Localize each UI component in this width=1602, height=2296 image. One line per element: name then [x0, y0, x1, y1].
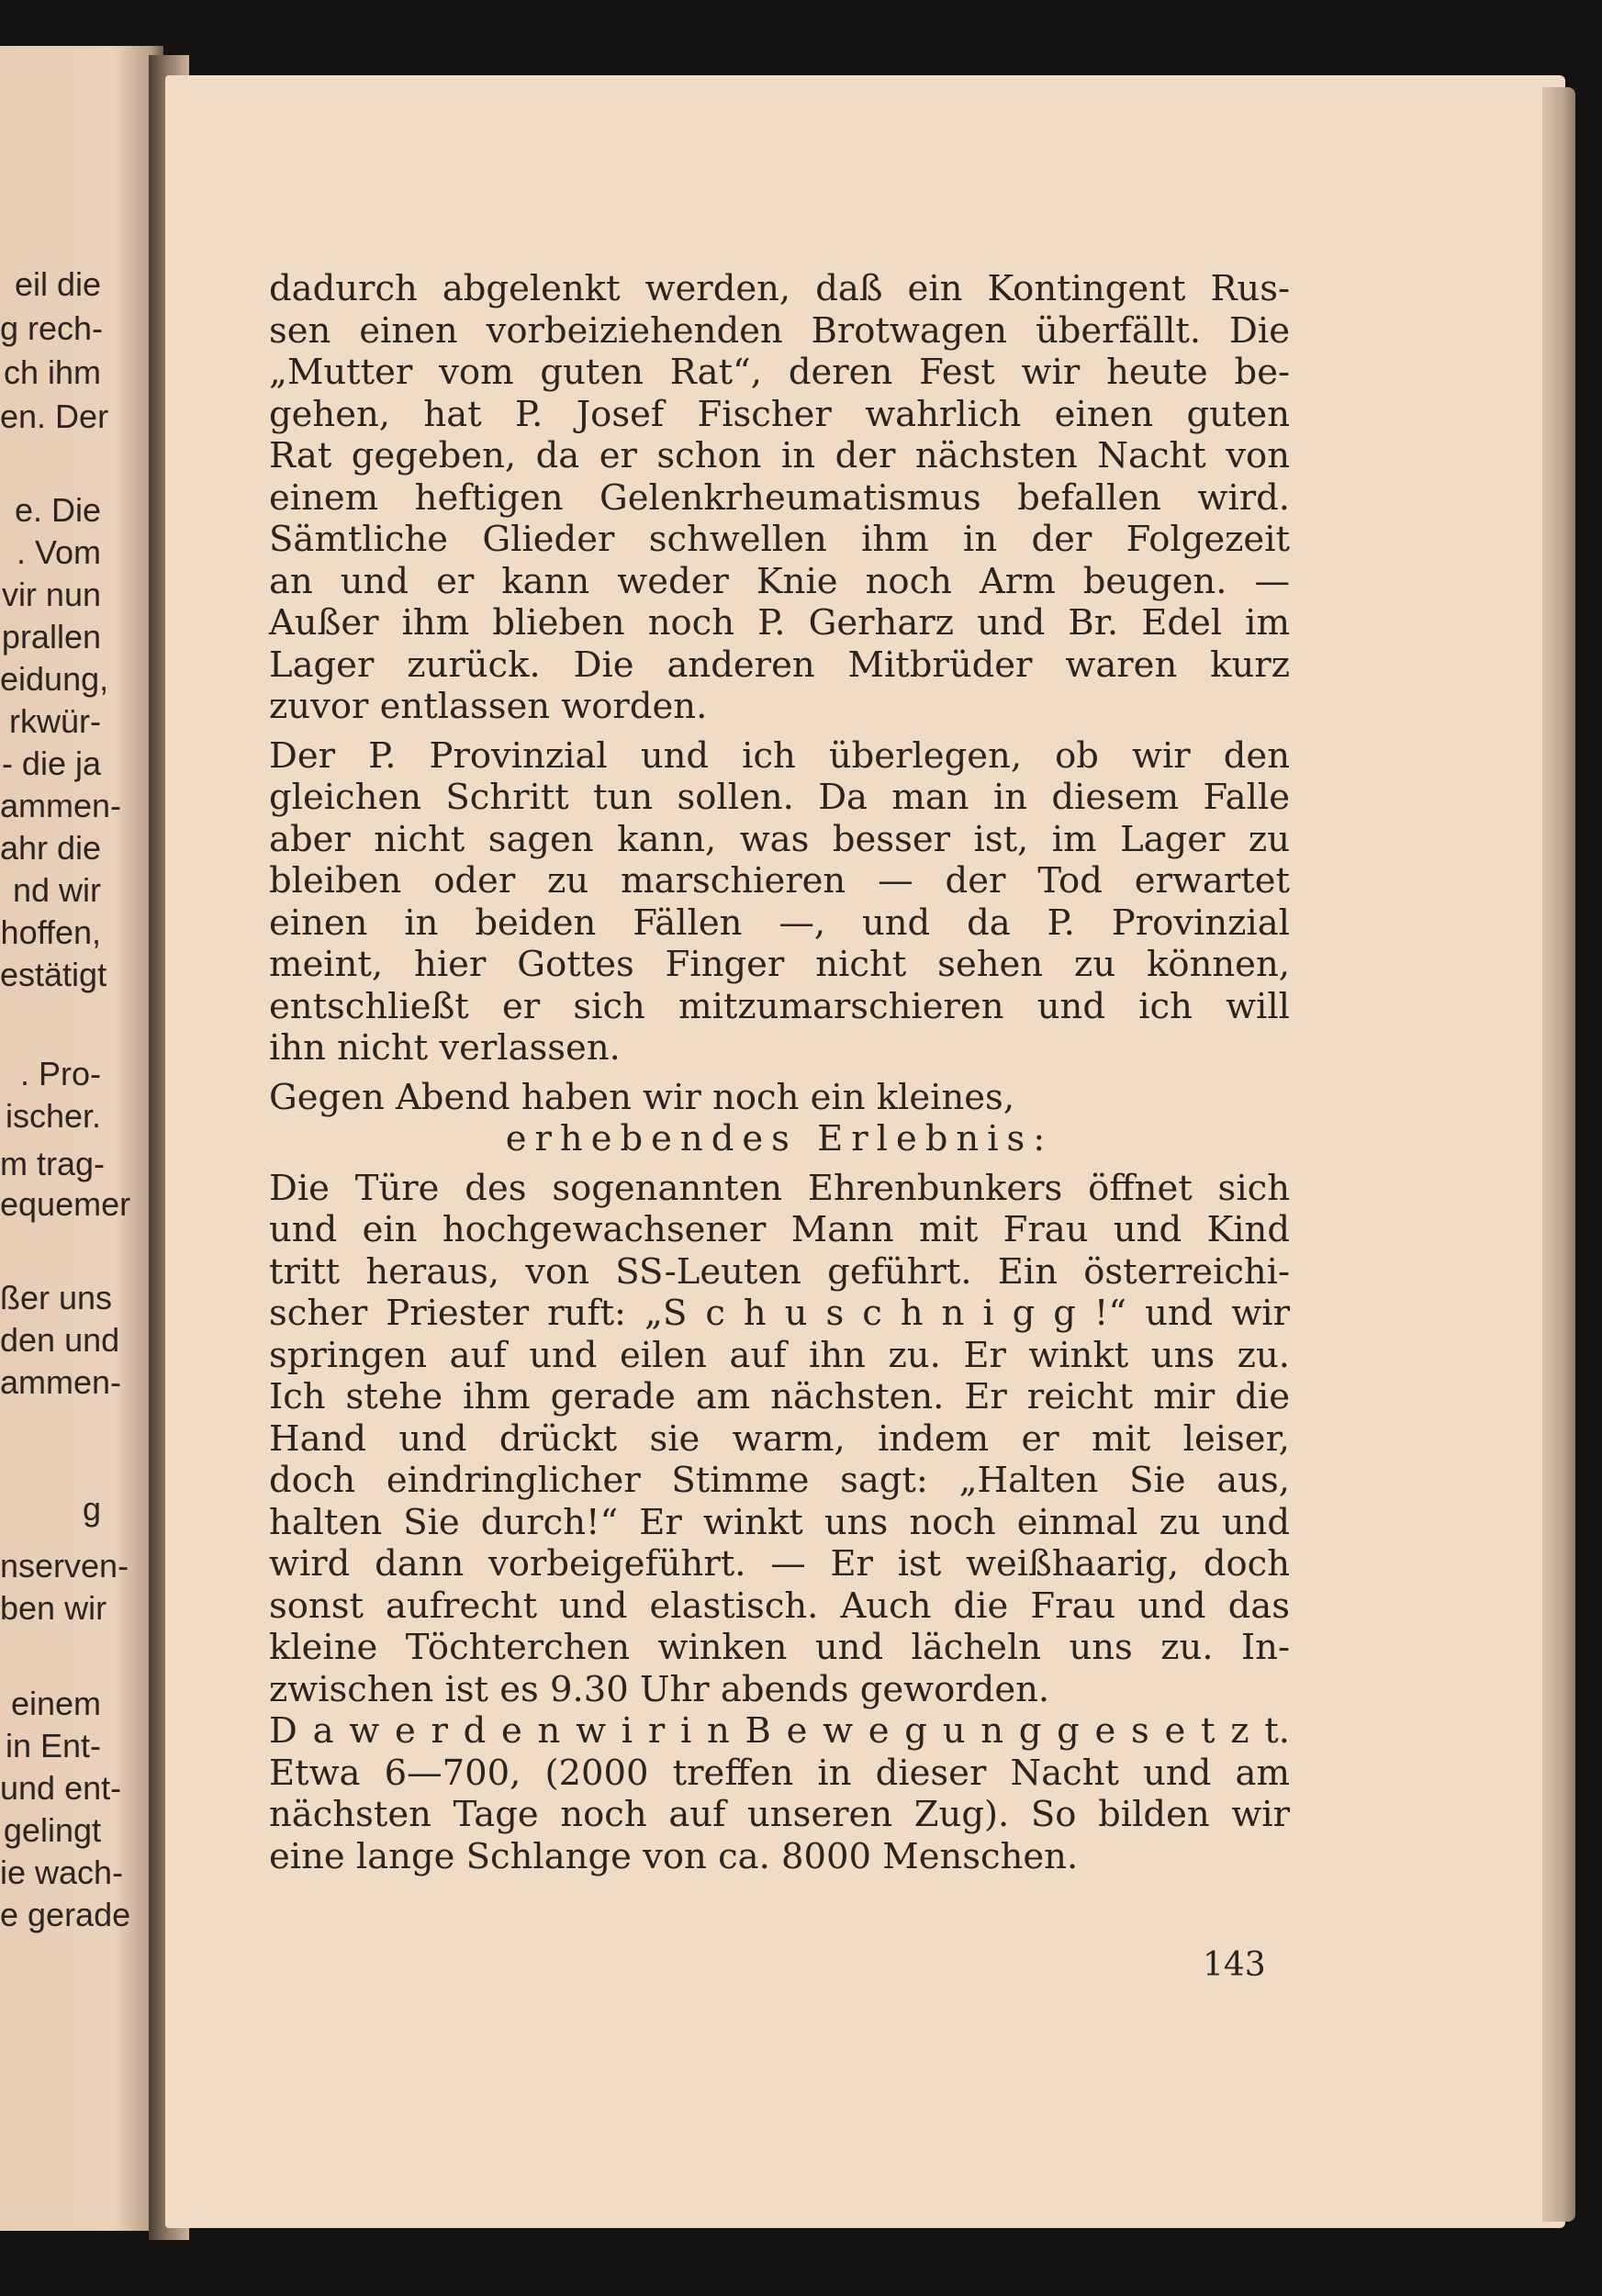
left-page-line: estätigt — [0, 956, 107, 993]
left-page-line: nd wir — [12, 871, 101, 909]
text-line: Ich stehe ihm gerade am nächsten. Er reicht mir die — [269, 1376, 1290, 1417]
left-page-line: . Pro- — [19, 1055, 101, 1092]
section-heading: erhebendes Erlebnis: — [505, 1118, 1054, 1159]
text-line: sonst aufrecht und elastisch. Auch die Frau und das — [269, 1585, 1290, 1627]
left-page-line: ammen- — [0, 1363, 122, 1401]
page-edge — [1542, 87, 1575, 2222]
text-line: D a w e r d e n w i r i n B e w e g u n g g e s e t z t. — [269, 1710, 1290, 1752]
text-line: gleichen Schritt tun sollen. Da man in diesem Falle — [269, 777, 1290, 818]
text-line: entschließt er sich mitzumarschieren und ich will — [269, 985, 1290, 1027]
left-page-line: ahr die — [0, 829, 102, 867]
left-page-line: ie wach- — [0, 1854, 124, 1891]
text-line: einem heftigen Gelenkrheumatismus befallen wird. — [269, 476, 1290, 519]
text-line: scher Priester ruft: „S c h u s c h n i g g !“ und wir — [269, 1293, 1290, 1334]
left-page-line: vir nun — [1, 576, 101, 613]
text-line: Etwa 6—700, (2000 treffen in dieser Nacht und am — [269, 1752, 1290, 1794]
left-page-line: und ent- — [0, 1769, 122, 1807]
left-page-line: hoffen, — [0, 913, 101, 951]
left-page-line: ch ihm — [3, 353, 101, 391]
text-line: springen auf und eilen auf ihn zu. Er winkt uns zu. — [269, 1334, 1290, 1376]
page-number: 143 — [1203, 1946, 1266, 1984]
text-line: an und er kann weder Knie noch Arm beugen. — — [269, 560, 1290, 602]
left-page-line: eil die — [14, 265, 101, 303]
left-page-line: in Ent- — [5, 1727, 101, 1764]
text-line: zwischen ist es 9.30 Uhr abends geworden. — [269, 1668, 1050, 1710]
text-line: „Mutter vom guten Rat“, deren Fest wir heute be- — [269, 352, 1290, 393]
left-page-line: gelingt — [3, 1811, 101, 1849]
left-page-line: - die ja — [1, 745, 101, 782]
text-line: tritt heraus, von SS-Leuten geführt. Ein österreichi- — [269, 1250, 1290, 1293]
text-line: ihn nicht verlassen. — [269, 1027, 621, 1069]
left-page-line: m trag- — [0, 1145, 106, 1182]
left-page-line: rkwür- — [9, 702, 101, 740]
left-page-line: . Vom — [16, 533, 101, 571]
text-line: nächsten Tage noch auf unseren Zug). So bilden wir — [269, 1794, 1290, 1835]
left-page-line: eidung, — [0, 660, 109, 698]
text-line: gehen, hat P. Josef Fischer wahrlich einen guten — [269, 393, 1290, 435]
left-page-line: nserven- — [0, 1547, 129, 1585]
paragraph-gap — [269, 1160, 1290, 1168]
left-page-line: ßer uns — [0, 1279, 113, 1316]
text-line: kleine Töchterchen winken und lächeln uns zu. In- — [269, 1627, 1290, 1668]
text-line: eine lange Schlange von ca. 8000 Menschen. — [269, 1835, 1079, 1877]
left-page-line: ben wir — [0, 1589, 107, 1627]
left-page-line: g rech- — [0, 309, 104, 347]
text-line: Die Türe des sogenannten Ehrenbunkers öffnet sich — [269, 1167, 1290, 1209]
left-page-line: den und — [0, 1321, 120, 1359]
text-line: dadurch abgelenkt werden, daß ein Kontingent Rus- — [269, 268, 1290, 309]
body-text — [269, 268, 1290, 1877]
left-page-line: equemer — [0, 1185, 131, 1223]
left-page-line: e gerade — [0, 1896, 131, 1933]
left-page-line: g — [82, 1490, 101, 1528]
text-line: Sämtliche Glieder schwellen ihm in der Folgezeit — [269, 519, 1290, 560]
text-line: Hand und drückt sie warm, indem er mit leiser, — [269, 1417, 1290, 1460]
text-line: und ein hochgewachsener Mann mit Frau und Kind — [269, 1209, 1290, 1250]
text-line: aber nicht sagen kann, was besser ist, im Lager zu — [269, 818, 1290, 860]
text-line: Gegen Abend haben wir noch ein kleines, — [269, 1076, 1015, 1118]
text-line: bleiben oder zu marschieren — der Tod erwartet — [269, 860, 1290, 902]
text-line: halten Sie durch!“ Er winkt uns noch einmal zu und — [269, 1501, 1290, 1543]
paragraph-gap — [269, 728, 1290, 735]
text-line: Der P. Provinzial und ich überlegen, ob wir den — [269, 734, 1290, 777]
left-page-line: en. Der — [0, 398, 109, 435]
text-line: Lager zurück. Die anderen Mitbrüder waren kurz — [269, 644, 1290, 686]
paragraph-gap — [269, 1070, 1290, 1077]
text-line: meint, hier Gottes Finger nicht sehen zu können, — [269, 944, 1290, 985]
text-line: zuvor entlassen worden. — [269, 686, 708, 727]
text-line: doch eindringlicher Stimme sagt: „Halten Sie aus, — [269, 1460, 1290, 1501]
left-page-line: prallen — [1, 618, 101, 655]
text-line: einen in beiden Fällen —, und da P. Provinzial — [269, 902, 1290, 944]
text-line: sen einen vorbeiziehenden Brotwagen überfällt. Die — [269, 309, 1290, 352]
text-line: Rat gegeben, da er schon in der nächsten Nacht von — [269, 435, 1290, 476]
left-page-line: ammen- — [0, 787, 122, 824]
left-page-line: ischer. — [5, 1097, 101, 1135]
left-page-line: einem — [10, 1685, 101, 1722]
text-line: wird dann vorbeigeführt. — Er ist weißhaarig, doch — [269, 1543, 1290, 1585]
left-page-line: e. Die — [14, 491, 101, 529]
text-line: Außer ihm blieben noch P. Gerharz und Br. Edel im — [269, 602, 1290, 644]
